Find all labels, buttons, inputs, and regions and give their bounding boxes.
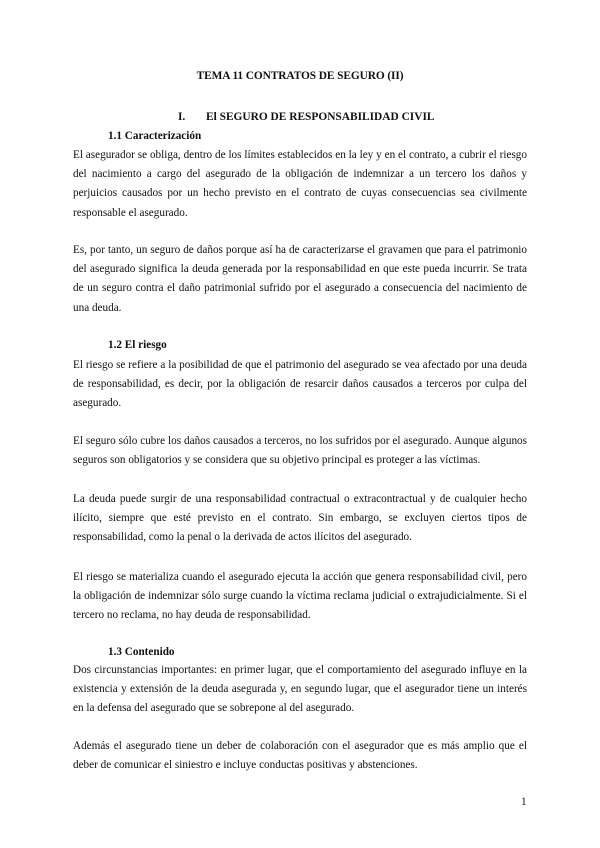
subsection-heading-1-1: 1.1 Caracterización	[108, 130, 202, 142]
paragraph: Dos circunstancias importantes: en primer lugar, que el comportamiento del asegurado influye en la existencia y extensión de la deuda asegurada y, en segundo lugar, que el asegurador tiene un interés en la defensa del asegurado que se sobrepone al del asegurado.	[73, 664, 527, 715]
paragraph: El seguro sólo cubre los daños causados a terceros, no los sufridos por el asegurado. Aunque algunos seguros son obligatorios y se considera que su objetivo principal es proteger a las víctimas.	[73, 435, 527, 467]
section-title: El SEGURO DE RESPONSABILIDAD CIVIL	[206, 111, 435, 123]
page-number: 1	[521, 796, 527, 808]
paragraph: El asegurador se obliga, dentro de los límites establecidos en la ley y en el contrato, a cubrir el riesgo del nacimiento a cargo del asegurado de la obligación de indemnizar a un tercero los daños y perjuicios causados por un hecho previsto en el contrato de cuyas consecuencias sea civilmente responsable el asegurado.	[73, 149, 527, 219]
paragraph: Además el asegurado tiene un deber de colaboración con el asegurador que es más amplio que el deber de comunicar el siniestro e incluye conductas positivas y abstenciones.	[73, 740, 527, 772]
section-heading	[178, 111, 435, 123]
document-title: TEMA 11 CONTRATOS DE SEGURO (II)	[196, 70, 404, 82]
paragraph: El riesgo se refiere a la posibilidad de que el patrimonio del asegurado se vea afectado por una deuda de responsabilidad, es decir, por la obligación de resarcir daños causados a terceros por culpa del asegurado.	[73, 359, 527, 410]
paragraph: La deuda puede surgir de una responsabilidad contractual o extracontractual y de cualquier hecho ilícito, siempre que esté previsto en el contrato. Sin embargo, se excluyen ciertos tipos de responsabilidad, como la penal o la derivada de actos ilícitos del asegurado.	[73, 493, 527, 544]
section-number: I.	[178, 111, 186, 123]
subsection-heading-1-2: 1.2 El riesgo	[108, 339, 167, 351]
paragraph: Es, por tanto, un seguro de daños porque así ha de caracterizarse el gravamen que para el patrimonio del asegurado significa la deuda generada por la responsabilidad en que este pueda incurrir. Se trata de un seguro contra el daño patrimonial sufrido por el asegurado a consecuencia del nacimiento de una deuda.	[73, 244, 527, 314]
paragraph: El riesgo se materializa cuando el asegurado ejecuta la acción que genera responsabilidad civil, pero la obligación de indemnizar sólo surge cuando la víctima reclama judicial o extrajudicialmente. Si el tercero no reclama, no hay deuda de responsabilidad.	[73, 571, 527, 622]
subsection-heading-1-3: 1.3 Contenido	[108, 646, 175, 658]
